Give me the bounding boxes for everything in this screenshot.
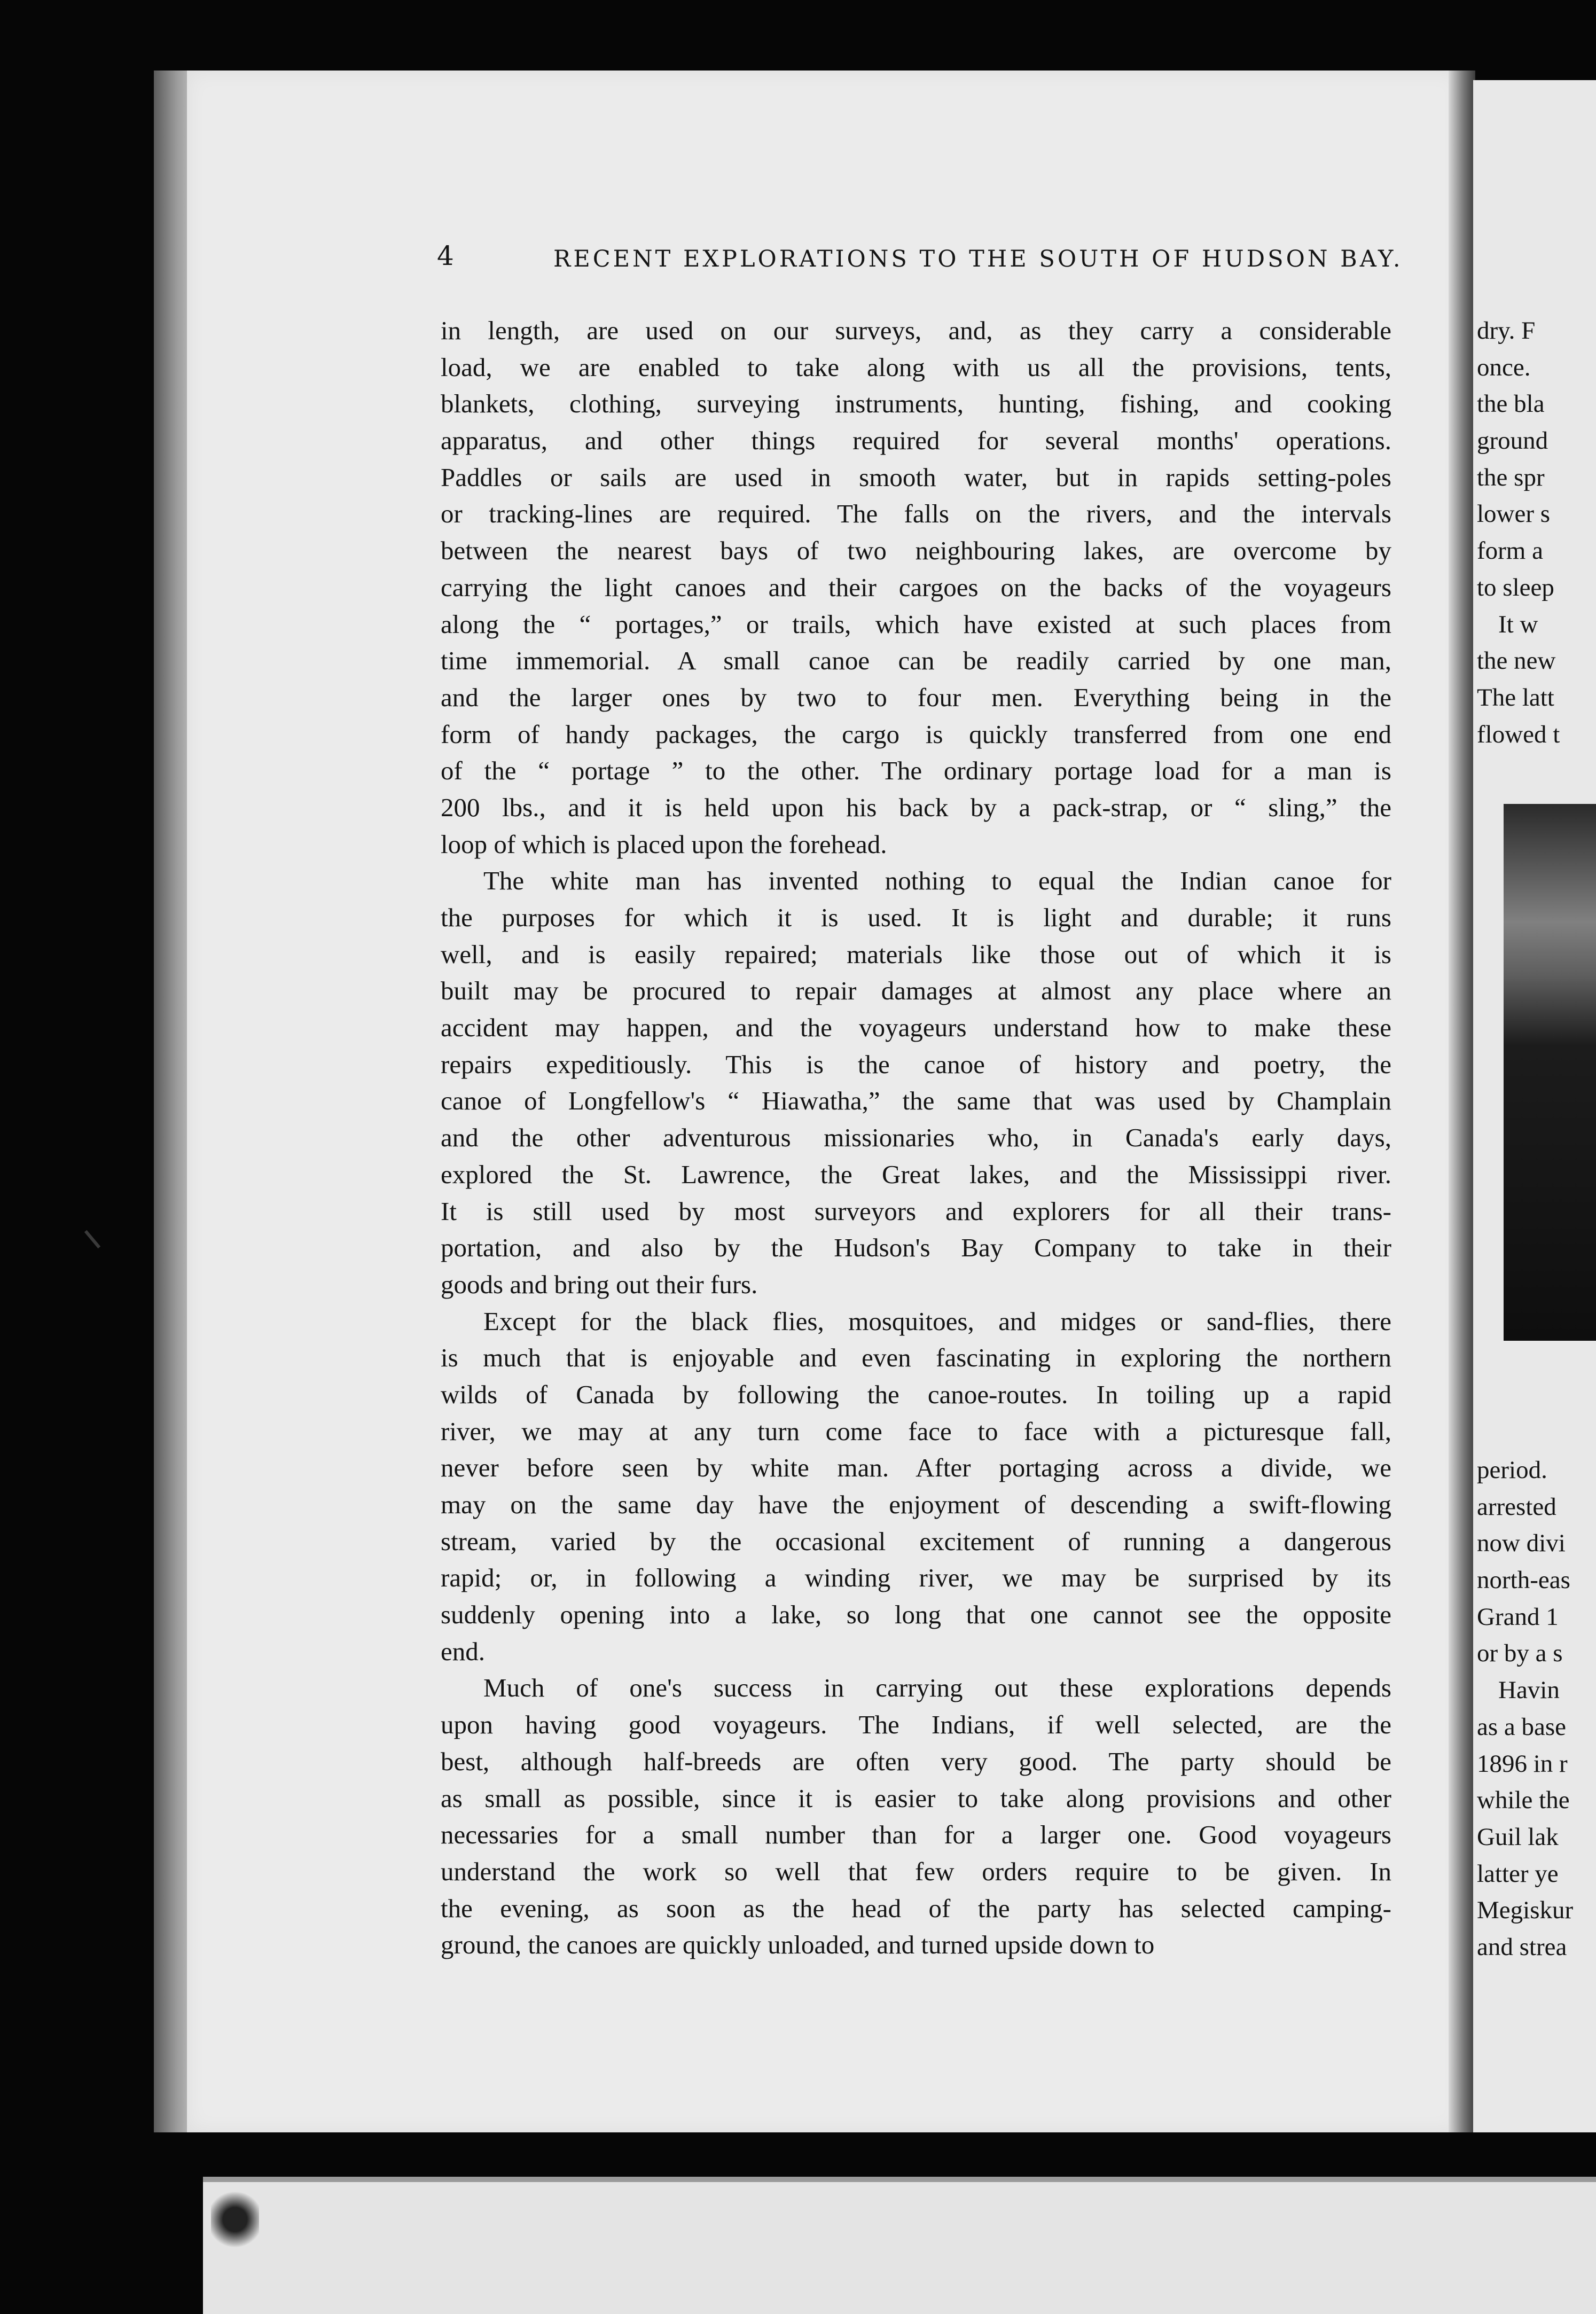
facing-text-line: latter ye xyxy=(1477,1859,1559,1888)
facing-text-line: form a xyxy=(1477,537,1543,565)
facing-text-line: once. xyxy=(1477,353,1531,381)
facing-text-line: Megiskur xyxy=(1477,1896,1574,1925)
running-title: RECENT EXPLORATIONS TO THE SOUTH OF HUDSON BAY. xyxy=(553,246,1403,272)
facing-text-line: period. xyxy=(1477,1456,1547,1484)
facing-text-line: now divi xyxy=(1477,1529,1566,1558)
facing-text-line: Guil lak xyxy=(1477,1823,1559,1851)
facing-page-photograph xyxy=(1504,804,1596,1341)
text-line: canoe of Longfellow's “ Hiawatha,” the same that was used by Champlain xyxy=(441,1086,1391,1116)
facing-text-line: It w xyxy=(1498,610,1538,638)
facing-text-line: arrested xyxy=(1477,1492,1556,1521)
text-line: Paddles or sails are used in smooth water, but in rapids setting-poles xyxy=(441,462,1391,492)
text-line: stream, varied by the occasional excitement of running a dangerous xyxy=(441,1526,1391,1556)
text-line: of the “ portage ” to the other. The ordinary portage load for a man is xyxy=(441,756,1391,786)
page-number: 4 xyxy=(437,240,457,271)
text-line: understand the work so well that few orders require to be given. In xyxy=(441,1856,1391,1886)
text-line: Much of one's success in carrying out these explorations depends xyxy=(483,1673,1391,1703)
facing-text-line: while the xyxy=(1477,1786,1570,1815)
scan-artifact xyxy=(211,2187,259,2252)
text-line: apparatus, and other things required for several months' operations. xyxy=(441,426,1391,456)
facing-page-text-bottom xyxy=(1477,1452,1573,1966)
next-page-strip xyxy=(203,2182,1596,2314)
facing-text-line: dry. F xyxy=(1477,317,1536,345)
text-line: time immemorial. A small canoe can be readily carried by one man, xyxy=(441,646,1391,676)
text-line: the purposes for which it is used. It is light and durable; it runs xyxy=(441,903,1391,932)
text-line: and the larger ones by two to four men. Everything being in the xyxy=(441,682,1391,712)
text-line: wilds of Canada by following the canoe-routes. In toiling up a rapid xyxy=(441,1379,1391,1409)
facing-text-line: the bla xyxy=(1477,390,1545,418)
text-line: between the nearest bays of two neighbouring lakes, are overcome by xyxy=(441,536,1391,566)
text-line: built may be procured to repair damages at almost any place where an xyxy=(441,976,1391,1006)
text-line: rapid; or, in following a winding river, we may be surprised by its xyxy=(441,1563,1391,1593)
text-line: load, we are enabled to take along with us all the provisions, tents, xyxy=(441,352,1391,382)
text-line: may on the same day have the enjoyment of descending a swift-flowing xyxy=(441,1490,1391,1519)
text-line: loop of which is placed upon the forehead. xyxy=(441,829,887,859)
facing-text-line: north-eas xyxy=(1477,1566,1570,1594)
facing-text-line: to sleep xyxy=(1477,573,1554,601)
facing-page-text-top xyxy=(1477,312,1560,753)
book-gutter-fold xyxy=(1449,71,1475,2132)
facing-text-line: The latt xyxy=(1477,683,1554,712)
facing-text-line: Havin xyxy=(1498,1676,1560,1705)
text-line: upon having good voyageurs. The Indians, if well selected, are the xyxy=(441,1710,1391,1740)
text-line: along the “ portages,” or trails, which have existed at such places from xyxy=(441,609,1391,639)
text-line: ground, the canoes are quickly unloaded, and turned upside down to xyxy=(441,1930,1155,1960)
facing-text-line: the new xyxy=(1477,647,1556,675)
facing-text-line: as a base xyxy=(1477,1713,1567,1741)
facing-text-line: Grand 1 xyxy=(1477,1602,1559,1631)
text-line: is much that is enjoyable and even fascinating in exploring the northern xyxy=(441,1343,1391,1373)
text-line: river, we may at any turn come face to face with a picturesque fall, xyxy=(441,1416,1391,1446)
text-line: Except for the black flies, mosquitoes, and midges or sand-flies, there xyxy=(483,1306,1391,1336)
facing-text-line: flowed t xyxy=(1477,720,1560,748)
text-line: and the other adventurous missionaries who, in Canada's early days, xyxy=(441,1123,1391,1153)
text-line: carrying the light canoes and their cargoes on the backs of the voyageurs xyxy=(441,572,1391,602)
text-line: suddenly opening into a lake, so long that one cannot see the opposite xyxy=(441,1600,1391,1630)
facing-text-line: or by a s xyxy=(1477,1639,1563,1668)
text-line: repairs expeditiously. This is the canoe of history and poetry, the xyxy=(441,1049,1391,1079)
facing-text-line: the spr xyxy=(1477,463,1545,491)
page-left-edge-shadow xyxy=(154,71,191,2132)
text-line: or tracking-lines are required. The falls on the rivers, and the intervals xyxy=(441,499,1391,529)
text-line: explored the St. Lawrence, the Great lakes, and the Mississippi river. xyxy=(441,1159,1391,1189)
text-line: 200 lbs., and it is held upon his back by a pack-strap, or “ sling,” the xyxy=(441,792,1391,822)
text-line: as small as possible, since it is easier to take along provisions and other xyxy=(441,1783,1391,1813)
body-text xyxy=(441,312,1391,1964)
facing-text-line: ground xyxy=(1477,427,1548,455)
text-line: portation, and also by the Hudson's Bay Company to take in their xyxy=(441,1233,1391,1263)
facing-text-line: lower s xyxy=(1477,500,1551,528)
text-line: necessaries for a small number than for a larger one. Good voyageurs xyxy=(441,1820,1391,1850)
text-line: goods and bring out their furs. xyxy=(441,1269,758,1299)
text-line: best, although half-breeds are often very good. The party should be xyxy=(441,1746,1391,1776)
scan-artifact xyxy=(84,1230,100,1248)
text-line: the evening, as soon as the head of the party has selected camping- xyxy=(441,1893,1391,1923)
facing-text-line: 1896 in r xyxy=(1477,1749,1568,1778)
text-line: end. xyxy=(441,1636,485,1666)
text-line: well, and is easily repaired; materials like those out of which it is xyxy=(441,939,1391,969)
text-line: form of handy packages, the cargo is quickly transferred from one end xyxy=(441,719,1391,749)
text-line: blankets, clothing, surveying instruments, hunting, fishing, and cooking xyxy=(441,389,1391,419)
text-line: It is still used by most surveyors and explorers for all their trans- xyxy=(441,1196,1391,1226)
text-line: in length, are used on our surveys, and, as they carry a considerable xyxy=(441,316,1391,345)
text-line: accident may happen, and the voyageurs understand how to make these xyxy=(441,1013,1391,1043)
text-line: The white man has invented nothing to equal the Indian canoe for xyxy=(483,866,1391,896)
text-line: never before seen by white man. After portaging across a divide, we xyxy=(441,1453,1391,1483)
facing-text-line: and strea xyxy=(1477,1933,1567,1961)
